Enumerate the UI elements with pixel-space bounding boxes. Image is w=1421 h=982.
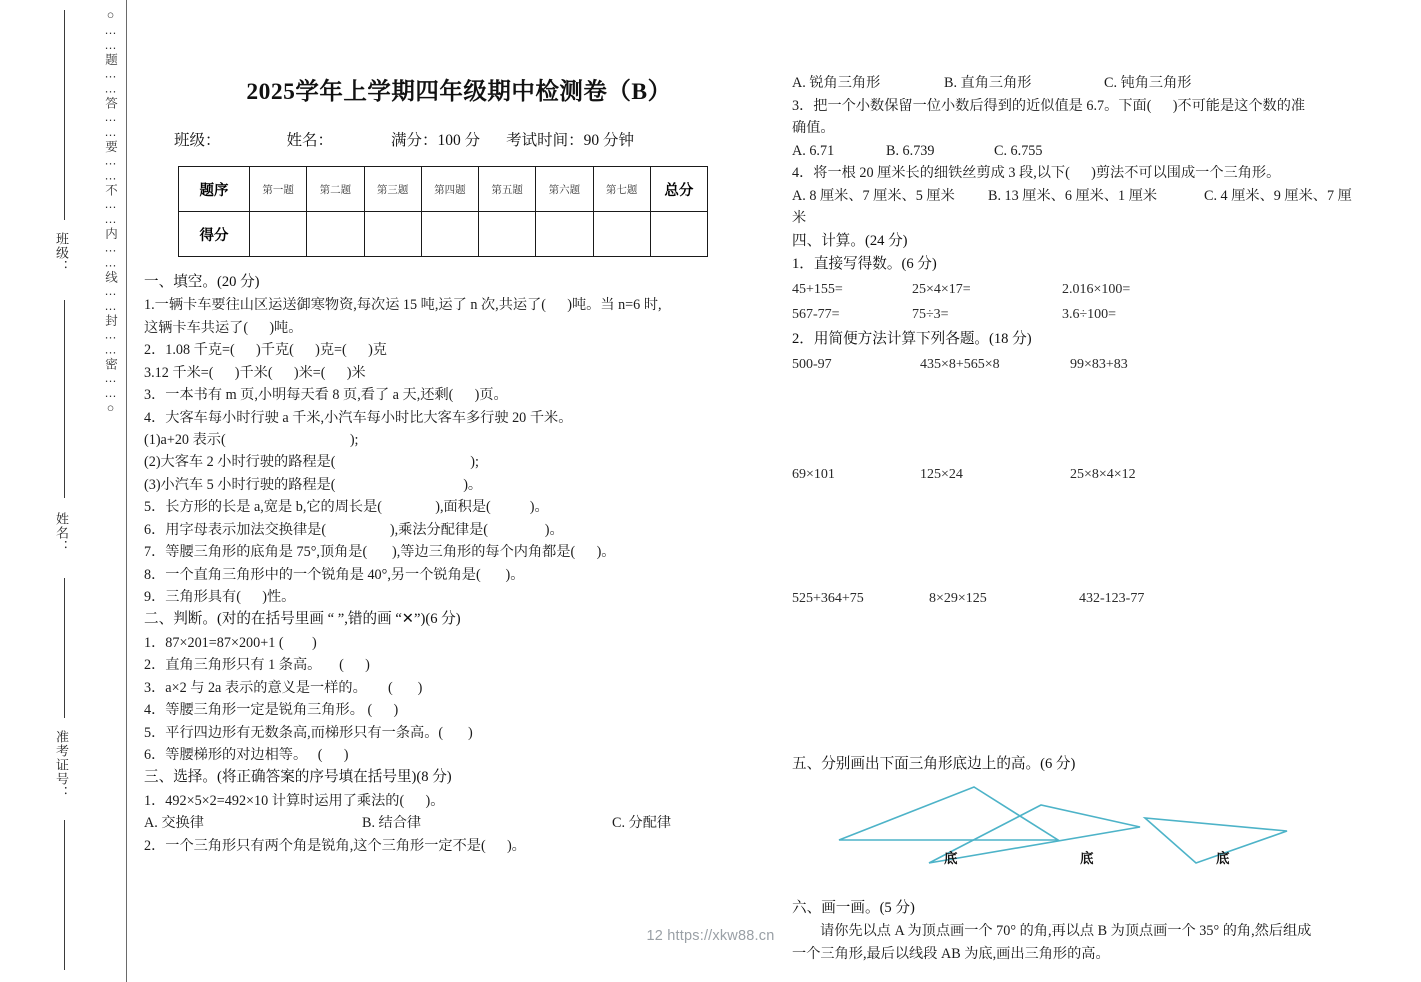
- question-9: 9．三角形具有( )性。: [144, 589, 296, 606]
- choice-4-stem: 4．将一根 20 厘米长的细铁丝剪成 3 段,以下( )剪法不可以围成一个三角形。: [792, 165, 1281, 182]
- choice-2-option-b: B. 直角三角形: [944, 75, 1032, 91]
- calc-expr: 75÷3=: [912, 307, 949, 323]
- score-table-row-header-2: 得分: [179, 212, 250, 257]
- info-name-label: 姓名：: [286, 132, 334, 149]
- seal-name-label: 姓名：: [54, 512, 69, 554]
- judgment-5: 5．平行四边形有无数条高,而梯形只有一条高。( ): [144, 724, 473, 741]
- seal-vertical-text: ○……题……答……要……不……内……线……封……密……○: [103, 8, 118, 416]
- seal-id-label: 准考证号：: [54, 730, 69, 800]
- calc-expr: 69×101: [792, 466, 835, 482]
- exam-body: [128, 0, 1421, 982]
- calc-expr: 432-123-77: [1079, 590, 1145, 606]
- question-3a: 3.12 千米=( )千米( )米=( )米: [144, 364, 366, 381]
- calc-expr: 8×29×125: [929, 590, 987, 606]
- table-row: [179, 212, 708, 257]
- score-table: [178, 166, 708, 257]
- score-cell-3[interactable]: [364, 212, 421, 257]
- watermark: 12 https://xkw88.cn: [646, 928, 775, 944]
- question-4: 4．大客车每小时行驶 a 千米,小汽车每小时比大客车多行驶 20 千米。: [144, 409, 573, 426]
- section-5-heading: 五、分别画出下面三角形底边上的高。(6 分): [792, 756, 1076, 773]
- choice-3-stem-line1: 3．把一个小数保留一位小数后得到的近似值是 6.7。下面( )不可能是这个数的准: [792, 97, 1306, 114]
- choice-2-stem: 2．一个三角形只有两个角是锐角,这个三角形一定不是( )。: [144, 837, 526, 854]
- info-duration: 考试时间：90 分钟: [506, 132, 635, 149]
- triangle-base-label-1: 底: [944, 850, 958, 866]
- calc-1-row-1: [792, 277, 1399, 303]
- score-table-col-6: 第六题: [536, 167, 593, 212]
- choice-3-option-c: C. 6.755: [994, 142, 1043, 159]
- calc-expr: 567-77=: [792, 307, 840, 323]
- calc-expr: 125×24: [920, 466, 963, 482]
- choice-4-option-a: A. 8 厘米、7 厘米、5 厘米: [792, 187, 955, 204]
- choice-3-stem-line2: 确值。: [792, 120, 835, 137]
- calc-2-row-1: [792, 352, 1399, 378]
- score-cell-1[interactable]: [250, 212, 307, 257]
- left-column: [128, 0, 778, 982]
- calc-2-row-2: [792, 462, 1399, 488]
- score-table-col-4: 第四题: [421, 167, 478, 212]
- question-4-1: (1)a+20 表示( );: [144, 431, 359, 448]
- seal-margin: [0, 0, 128, 982]
- score-table-col-2: 第二题: [307, 167, 364, 212]
- question-4-2: (2)大客车 2 小时行驶的路程是( );: [144, 454, 479, 471]
- calc-expr: 25×4×17=: [912, 281, 971, 297]
- question-5: 5．长方形的长是 a,宽是 b,它的周长是( ),面积是( )。: [144, 499, 549, 516]
- score-table-total-header: 总分: [650, 167, 707, 212]
- score-table-col-5: 第五题: [479, 167, 536, 212]
- score-cell-4[interactable]: [421, 212, 478, 257]
- score-cell-2[interactable]: [307, 212, 364, 257]
- calc-1-heading: 1．直接写得数。(6 分): [792, 256, 937, 273]
- section-fill-blank: [144, 271, 764, 608]
- question-4-3: (3)小汽车 5 小时行驶的路程是( )。: [144, 476, 483, 493]
- score-cell-6[interactable]: [536, 212, 593, 257]
- choice-1-option-c: C. 分配律: [612, 815, 672, 832]
- question-6: 6．用字母表示加法交换律是( ),乘法分配律是( )。: [144, 521, 564, 538]
- right-column: [778, 0, 1421, 982]
- seal-rule-1: [64, 10, 65, 220]
- page-left-border: [126, 0, 127, 982]
- calc-expr: 45+155=: [792, 281, 843, 297]
- seal-rule-2: [64, 300, 65, 498]
- seal-rule-3: [64, 578, 65, 718]
- draw-instruction-line2: 一个三角形,最后以线段 AB 为底,画出三角形的高。: [792, 945, 1110, 962]
- calc-expr: 525+364+75: [792, 590, 864, 606]
- triangle-base-label-2: 底: [1080, 850, 1094, 866]
- calc-expr: 500-97: [792, 356, 832, 372]
- triangles-svg: [792, 783, 1402, 869]
- question-1-line1: 1.一辆卡车要往山区运送御寒物资,每次运 15 吨,运了 n 次,共运了( )吨。当 n=6 时,: [144, 297, 662, 314]
- choice-4-option-b: B. 13 厘米、6 厘米、1 厘米: [988, 187, 1158, 204]
- score-cell-5[interactable]: [479, 212, 536, 257]
- info-class-label: 班级：: [174, 132, 221, 149]
- seal-rule-4: [64, 820, 65, 970]
- choice-1-option-a: A. 交换律: [144, 815, 204, 832]
- choice-3-options: [792, 140, 1399, 163]
- section-2-heading: 二、判断。(对的在括号里画 “ ”,错的画 “✕”)(6 分): [144, 611, 461, 628]
- question-1-line2: 这辆卡车共运了( )吨。: [144, 319, 303, 336]
- student-info-line: [144, 128, 764, 150]
- calc-expr: 3.6÷100=: [1062, 307, 1117, 323]
- seal-class-label: 班级：: [54, 232, 69, 274]
- choice-4-option-c-wrap: 米: [792, 210, 807, 227]
- triangle-obtuse-1: [929, 805, 1140, 863]
- calc-expr: 2.016×100=: [1062, 281, 1131, 297]
- page-title: 2025学年上学期四年级期中检测卷（B）: [246, 79, 672, 105]
- question-3b: 3．一本书有 m 页,小明每天看 8 页,看了 a 天,还剩( )页。: [144, 387, 508, 404]
- choice-3-option-a: A. 6.71: [792, 142, 835, 159]
- choice-3-option-b: B. 6.739: [886, 142, 935, 159]
- question-7: 7．等腰三角形的底角是 75°,顶角是( ),等边三角形的每个内角都是( )。: [144, 544, 616, 561]
- table-row: [179, 167, 708, 212]
- choice-2-options: [792, 72, 1399, 95]
- section-3-heading: 三、选择。(将正确答案的序号填在括号里)(8 分): [144, 769, 452, 786]
- judgment-4: 4．等腰三角形一定是锐角三角形。 ( ): [144, 702, 399, 719]
- choice-1-stem: 1．492×5×2=492×10 计算时运用了乘法的( )。: [144, 792, 445, 809]
- score-table-col-7: 第七题: [593, 167, 650, 212]
- question-8: 8．一个直角三角形中的一个锐角是 40°,另一个锐角是( )。: [144, 566, 525, 583]
- judgment-2: 2．直角三角形只有 1 条高。 ( ): [144, 657, 370, 674]
- section-true-false: [144, 608, 764, 766]
- choice-4-options: [792, 185, 1399, 208]
- draw-instruction-line1: 请你先以点 A 为顶点画一个 70° 的角,再以点 B 为顶点画一个 35° 的角,然后组成: [820, 923, 1312, 940]
- section-multiple-choice: [144, 766, 764, 857]
- section-6-heading: 六、画一画。(5 分): [792, 899, 915, 916]
- section-4-heading: 四、计算。(24 分): [792, 232, 908, 249]
- judgment-3: 3．a×2 与 2a 表示的意义是一样的。 ( ): [144, 679, 423, 696]
- choice-1-options: [144, 812, 764, 835]
- calc-2-row-3: [792, 586, 1399, 612]
- triangle-figures: [792, 781, 1399, 889]
- calc-expr: 99×83+83: [1070, 356, 1128, 372]
- judgment-6: 6．等腰梯形的对边相等。 ( ): [144, 747, 349, 763]
- calc-expr: 25×8×4×12: [1070, 466, 1136, 482]
- triangle-base-label-3: 底: [1216, 850, 1230, 866]
- choice-1-option-b: B. 结合律: [362, 815, 422, 832]
- info-full-score: 满分：100 分: [391, 132, 481, 149]
- calc-2-heading: 2．用简便方法计算下列各题。(18 分): [792, 331, 1032, 348]
- judgment-1: 1．87×201=87×200+1 ( ): [144, 634, 317, 651]
- choice-2-option-a: A. 锐角三角形: [792, 75, 881, 91]
- score-cell-7[interactable]: [593, 212, 650, 257]
- calc-1-row-2: [792, 302, 1399, 328]
- calc-expr: 435×8+565×8: [920, 356, 1000, 372]
- score-cell-total[interactable]: [650, 212, 707, 257]
- score-table-col-1: 第一题: [250, 167, 307, 212]
- choice-2-option-c: C. 钝角三角形: [1104, 75, 1192, 91]
- section-1-heading: 一、填空。(20 分): [144, 274, 260, 290]
- question-2: 2．1.08 千克=( )千克( )克=( )克: [144, 342, 387, 359]
- choice-4-option-c: C. 4 厘米、9 厘米、7 厘: [1204, 187, 1352, 204]
- score-table-col-3: 第三题: [364, 167, 421, 212]
- score-table-row-header-1: 题序: [179, 167, 250, 212]
